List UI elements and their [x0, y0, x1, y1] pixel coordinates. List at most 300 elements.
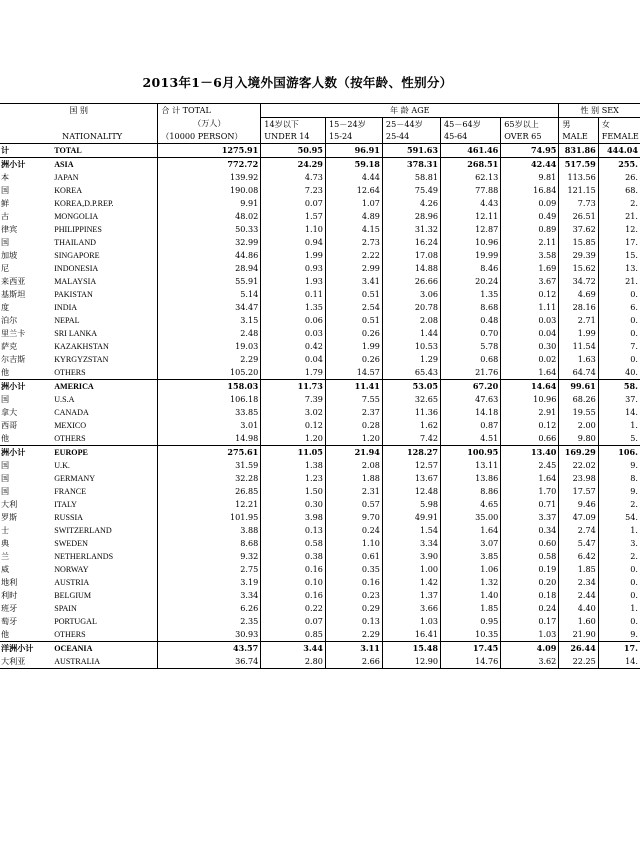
- subtotal-row: [0, 641, 640, 655]
- age15-24-cell: 2.54: [325, 301, 382, 314]
- age45-64-cell: 1.64: [441, 524, 501, 537]
- female-cell: 2.: [598, 550, 640, 563]
- country-name-cn: 大利亚: [0, 655, 48, 669]
- total-cell: 43.57: [158, 641, 261, 655]
- age25-44-cell: 20.78: [382, 301, 440, 314]
- age-group-en-2: 25-44: [382, 130, 440, 143]
- male-cell: 22.25: [559, 655, 598, 669]
- male-cell: 64.74: [559, 366, 598, 380]
- age25-44-cell: 58.81: [382, 171, 440, 184]
- age25-44-cell: 12.48: [382, 485, 440, 498]
- country-name-en: PAKISTAN: [54, 289, 93, 299]
- visitor-statistics-table: [0, 103, 640, 669]
- subtotal-row: [0, 157, 640, 171]
- age25-44-cell: 1.54: [382, 524, 440, 537]
- over65-cell: 1.11: [501, 301, 559, 314]
- total-cell: 48.02: [158, 210, 261, 223]
- total-cell: 3.15: [158, 314, 261, 327]
- country-name-en: INDONESIA: [54, 263, 99, 273]
- under14-cell: 1.20: [261, 432, 326, 446]
- age45-64-cell: 268.51: [441, 157, 501, 171]
- total-cell: 6.26: [158, 602, 261, 615]
- country-name-en: PORTUGAL: [54, 616, 97, 626]
- male-cell: 9.80: [559, 432, 598, 446]
- age-group-cn-4: 65岁以上: [501, 117, 559, 130]
- total-cell: 3.88: [158, 524, 261, 537]
- under14-cell: 7.39: [261, 393, 326, 406]
- female-cell: 54.: [598, 511, 640, 524]
- age45-64-cell: 4.65: [441, 498, 501, 511]
- under14-cell: 1.93: [261, 275, 326, 288]
- table-row: [0, 459, 640, 472]
- age45-64-cell: 47.63: [441, 393, 501, 406]
- sex-male-en: MALE: [559, 130, 598, 143]
- country-name-cn: 国: [1, 184, 10, 195]
- subtotal-row: [0, 445, 640, 459]
- female-cell: 0.: [598, 353, 640, 366]
- country-name-cn: 利时: [1, 589, 18, 600]
- country-name-en: AUSTRALIA: [48, 655, 158, 669]
- age45-64-cell: 1.40: [441, 589, 501, 602]
- under14-cell: 3.98: [261, 511, 326, 524]
- under14-cell: 0.58: [261, 537, 326, 550]
- age15-24-cell: 0.16: [325, 576, 382, 589]
- female-cell: 9.: [598, 628, 640, 642]
- age45-64-cell: 19.99: [441, 249, 501, 262]
- country-name-cn: 加坡: [1, 249, 18, 260]
- over65-cell: 16.84: [501, 184, 559, 197]
- country-name-en: NORWAY: [54, 564, 89, 574]
- male-cell: 9.46: [559, 498, 598, 511]
- age15-24-cell: 0.35: [325, 563, 382, 576]
- country-name-cn: 萄牙: [1, 615, 18, 626]
- female-cell: 6.: [598, 301, 640, 314]
- over65-cell: 0.09: [501, 197, 559, 210]
- total-cell: 3.19: [158, 576, 261, 589]
- total-cell: 34.47: [158, 301, 261, 314]
- female-cell: 15.: [598, 249, 640, 262]
- age15-24-cell: 0.13: [325, 615, 382, 628]
- over65-cell: 0.20: [501, 576, 559, 589]
- over65-cell: 1.64: [501, 472, 559, 485]
- age45-64-cell: 62.13: [441, 171, 501, 184]
- total-cell: 139.92: [158, 171, 261, 184]
- female-cell: 21.: [598, 210, 640, 223]
- country-name-en: ASIA: [48, 157, 158, 171]
- over65-cell: 1.69: [501, 262, 559, 275]
- age45-64-cell: 0.68: [441, 353, 501, 366]
- over65-cell: 42.44: [501, 157, 559, 171]
- age45-64-cell: 13.86: [441, 472, 501, 485]
- sex-male-cn: 男: [559, 117, 598, 130]
- table-row: [0, 576, 640, 589]
- table-row: [0, 628, 640, 642]
- total-cell: 3.01: [158, 419, 261, 432]
- country-name-en: JAPAN: [54, 172, 79, 182]
- table-row: [0, 537, 640, 550]
- age25-44-cell: 12.57: [382, 459, 440, 472]
- over65-cell: 1.70: [501, 485, 559, 498]
- over65-cell: 0.18: [501, 589, 559, 602]
- country-name-cn: 尼: [1, 262, 10, 273]
- over65-cell: 1.03: [501, 628, 559, 642]
- total-cell: 2.75: [158, 563, 261, 576]
- male-cell: 169.29: [559, 445, 598, 459]
- age45-64-cell: 1.35: [441, 288, 501, 301]
- female-cell: 255.: [598, 157, 640, 171]
- page-title: 2013年1－6月入境外国游客人数（按年龄、性别分）: [142, 75, 453, 90]
- country-name-cn: 士: [1, 524, 10, 535]
- age25-44-cell: 14.88: [382, 262, 440, 275]
- under14-cell: 0.04: [261, 353, 326, 366]
- age15-24-cell: 2.37: [325, 406, 382, 419]
- over65-cell: 0.49: [501, 210, 559, 223]
- country-name-en: KAZAKHSTAN: [54, 341, 109, 351]
- country-name-cn: 国: [1, 236, 10, 247]
- age15-24-cell: 0.28: [325, 419, 382, 432]
- country-name-cn: 洲小计: [0, 445, 48, 459]
- country-name-cn: 班牙: [1, 602, 18, 613]
- age45-64-cell: 12.87: [441, 223, 501, 236]
- country-name-cn: 洲小计: [0, 157, 48, 171]
- age25-44-cell: 26.66: [382, 275, 440, 288]
- country-name-cn: 律宾: [1, 223, 18, 234]
- female-cell: 0.: [598, 288, 640, 301]
- age25-44-cell: 16.41: [382, 628, 440, 642]
- female-cell: 0.: [598, 576, 640, 589]
- table-row: [0, 262, 640, 275]
- country-name-en: FRANCE: [54, 486, 87, 496]
- age15-24-cell: 7.55: [325, 393, 382, 406]
- age25-44-cell: 11.36: [382, 406, 440, 419]
- table-row: [0, 327, 640, 340]
- female-cell: 3.: [598, 537, 640, 550]
- under14-cell: 0.12: [261, 419, 326, 432]
- age45-64-cell: 20.24: [441, 275, 501, 288]
- age45-64-cell: 13.11: [441, 459, 501, 472]
- country-name-cn: 国: [1, 485, 10, 496]
- country-name-en: RUSSIA: [54, 512, 83, 522]
- under14-cell: 0.10: [261, 576, 326, 589]
- country-name-en: KOREA,D.P.REP.: [54, 198, 114, 208]
- age45-64-cell: 35.00: [441, 511, 501, 524]
- country-name-en: SRI LANKA: [54, 328, 98, 338]
- table-row: [0, 340, 640, 353]
- total-cell: 9.32: [158, 550, 261, 563]
- total-cell: 2.29: [158, 353, 261, 366]
- table-row: [0, 171, 640, 184]
- under14-cell: 11.05: [261, 445, 326, 459]
- country-name-cn: 国: [1, 472, 10, 483]
- age45-64-cell: 0.95: [441, 615, 501, 628]
- male-cell: 29.39: [559, 249, 598, 262]
- age15-24-cell: 3.11: [325, 641, 382, 655]
- age25-44-cell: 31.32: [382, 223, 440, 236]
- under14-cell: 0.07: [261, 615, 326, 628]
- age45-64-cell: 5.78: [441, 340, 501, 353]
- country-name-cn: 他: [1, 628, 10, 639]
- female-cell: 14.: [598, 406, 640, 419]
- age-group-cn-3: 45－64岁: [441, 117, 501, 130]
- male-cell: 68.26: [559, 393, 598, 406]
- age25-44-cell: 12.90: [382, 655, 440, 669]
- total-cell: 26.85: [158, 485, 261, 498]
- country-header-cn: 国 别: [0, 104, 158, 118]
- over65-cell: 3.37: [501, 511, 559, 524]
- male-cell: 1.63: [559, 353, 598, 366]
- male-cell: 1.99: [559, 327, 598, 340]
- country-name-cn: 威: [1, 563, 10, 574]
- age15-24-cell: 4.15: [325, 223, 382, 236]
- over65-cell: 0.66: [501, 432, 559, 446]
- age25-44-cell: 2.08: [382, 314, 440, 327]
- female-cell: 1.: [598, 524, 640, 537]
- male-cell: 19.55: [559, 406, 598, 419]
- age-group-cn-1: 15－24岁: [325, 117, 382, 130]
- country-name-en: NEPAL: [54, 315, 80, 325]
- age15-24-cell: 3.41: [325, 275, 382, 288]
- age45-64-cell: 14.76: [441, 655, 501, 669]
- over65-cell: 10.96: [501, 393, 559, 406]
- total-cell: 50.33: [158, 223, 261, 236]
- over65-cell: 74.95: [501, 143, 559, 157]
- country-name-en: PHILIPPINES: [54, 224, 102, 234]
- table-row: [0, 406, 640, 419]
- age15-24-cell: 9.70: [325, 511, 382, 524]
- age25-44-cell: 75.49: [382, 184, 440, 197]
- age45-64-cell: 77.88: [441, 184, 501, 197]
- age45-64-cell: 0.87: [441, 419, 501, 432]
- female-cell: 9.: [598, 485, 640, 498]
- male-cell: 2.71: [559, 314, 598, 327]
- country-name-en: NETHERLANDS: [54, 551, 114, 561]
- over65-cell: 13.40: [501, 445, 559, 459]
- age15-24-cell: 0.23: [325, 589, 382, 602]
- age25-44-cell: 28.96: [382, 210, 440, 223]
- under14-cell: 1.35: [261, 301, 326, 314]
- male-cell: 2.34: [559, 576, 598, 589]
- under14-cell: 50.95: [261, 143, 326, 157]
- table-row: [0, 524, 640, 537]
- male-cell: 34.72: [559, 275, 598, 288]
- country-name-en: TOTAL: [54, 145, 82, 155]
- over65-cell: 3.62: [501, 655, 559, 669]
- total-cell: 12.21: [158, 498, 261, 511]
- male-cell: 2.74: [559, 524, 598, 537]
- table-row: [0, 210, 640, 223]
- male-cell: 23.98: [559, 472, 598, 485]
- age25-44-cell: 7.42: [382, 432, 440, 446]
- under14-cell: 0.85: [261, 628, 326, 642]
- table-row: [0, 602, 640, 615]
- male-cell: 4.40: [559, 602, 598, 615]
- country-name-cn: 典: [1, 537, 10, 548]
- under14-cell: 1.99: [261, 249, 326, 262]
- age15-24-cell: 2.22: [325, 249, 382, 262]
- country-name-en: ITALY: [54, 499, 78, 509]
- male-cell: 22.02: [559, 459, 598, 472]
- total-cell: 30.93: [158, 628, 261, 642]
- table-row: [0, 655, 640, 669]
- over65-cell: 0.24: [501, 602, 559, 615]
- age-group-cn-2: 25－44岁: [382, 117, 440, 130]
- table-row: [0, 314, 640, 327]
- female-cell: 2.: [598, 197, 640, 210]
- age25-44-cell: 16.24: [382, 236, 440, 249]
- table-row: [0, 236, 640, 249]
- country-name-en: BELGIUM: [54, 590, 92, 600]
- over65-cell: 0.02: [501, 353, 559, 366]
- age45-64-cell: 100.95: [441, 445, 501, 459]
- age15-24-cell: 21.94: [325, 445, 382, 459]
- country-name-en: MALAYSIA: [54, 276, 97, 286]
- total-cell: 32.99: [158, 236, 261, 249]
- under14-cell: 0.93: [261, 262, 326, 275]
- country-name-cn: 度: [1, 301, 10, 312]
- male-cell: 37.62: [559, 223, 598, 236]
- table-row: [0, 288, 640, 301]
- country-name-cn: 西哥: [1, 419, 18, 430]
- total-cell: 1275.91: [158, 143, 261, 157]
- country-name-en: OTHERS: [54, 367, 86, 377]
- age45-64-cell: 0.70: [441, 327, 501, 340]
- country-name-en: KOREA: [54, 185, 83, 195]
- over65-cell: 0.03: [501, 314, 559, 327]
- sex-header: 性 别 SEX: [559, 104, 640, 118]
- female-cell: 0.: [598, 589, 640, 602]
- male-cell: 17.57: [559, 485, 598, 498]
- female-cell: 14.: [598, 655, 640, 669]
- table-row: [0, 184, 640, 197]
- age15-24-cell: 59.18: [325, 157, 382, 171]
- total-cell: 9.91: [158, 197, 261, 210]
- age15-24-cell: 0.29: [325, 602, 382, 615]
- age25-44-cell: 3.66: [382, 602, 440, 615]
- age15-24-cell: 2.66: [325, 655, 382, 669]
- over65-cell: 0.34: [501, 524, 559, 537]
- male-cell: 831.86: [559, 143, 598, 157]
- country-name-cn: 大利: [1, 498, 18, 509]
- age45-64-cell: 21.76: [441, 366, 501, 380]
- female-cell: 17.: [598, 641, 640, 655]
- over65-cell: 0.71: [501, 498, 559, 511]
- under14-cell: 11.73: [261, 379, 326, 393]
- male-cell: 2.00: [559, 419, 598, 432]
- age15-24-cell: 0.61: [325, 550, 382, 563]
- country-name-cn: 国: [1, 459, 10, 470]
- age25-44-cell: 17.08: [382, 249, 440, 262]
- over65-cell: 3.58: [501, 249, 559, 262]
- age45-64-cell: 3.85: [441, 550, 501, 563]
- age45-64-cell: 8.86: [441, 485, 501, 498]
- age15-24-cell: 1.20: [325, 432, 382, 446]
- age-group-en-0: UNDER 14: [261, 130, 326, 143]
- table-row: [0, 472, 640, 485]
- table-row: [0, 419, 640, 432]
- country-name-cn: 本: [1, 171, 10, 182]
- under14-cell: 1.38: [261, 459, 326, 472]
- country-name-cn: 洲小计: [0, 379, 48, 393]
- under14-cell: 1.79: [261, 366, 326, 380]
- age25-44-cell: 13.67: [382, 472, 440, 485]
- male-cell: 6.42: [559, 550, 598, 563]
- total-cell: 3.34: [158, 589, 261, 602]
- male-cell: 121.15: [559, 184, 598, 197]
- country-name-en: OCEANIA: [48, 641, 158, 655]
- age15-24-cell: 2.31: [325, 485, 382, 498]
- male-cell: 2.44: [559, 589, 598, 602]
- under14-cell: 0.22: [261, 602, 326, 615]
- age25-44-cell: 1.62: [382, 419, 440, 432]
- age25-44-cell: 1.03: [382, 615, 440, 628]
- age25-44-cell: 3.06: [382, 288, 440, 301]
- under14-cell: 0.30: [261, 498, 326, 511]
- age15-24-cell: 0.57: [325, 498, 382, 511]
- female-cell: 8.: [598, 472, 640, 485]
- under14-cell: 0.38: [261, 550, 326, 563]
- over65-cell: 0.17: [501, 615, 559, 628]
- male-cell: 21.90: [559, 628, 598, 642]
- country-name-en: AUSTRIA: [54, 577, 90, 587]
- age45-64-cell: 4.43: [441, 197, 501, 210]
- table-row: [0, 615, 640, 628]
- country-name-en: THAILAND: [54, 237, 97, 247]
- age45-64-cell: 1.32: [441, 576, 501, 589]
- age15-24-cell: 1.88: [325, 472, 382, 485]
- age45-64-cell: 461.46: [441, 143, 501, 157]
- female-cell: 0.: [598, 327, 640, 340]
- female-cell: 37.: [598, 393, 640, 406]
- over65-cell: 4.09: [501, 641, 559, 655]
- female-cell: 58.: [598, 379, 640, 393]
- table-row: [0, 589, 640, 602]
- age15-24-cell: 14.57: [325, 366, 382, 380]
- male-cell: 26.44: [559, 641, 598, 655]
- age-group-en-4: OVER 65: [501, 130, 559, 143]
- country-name-cn: 计: [1, 144, 10, 155]
- country-name-en: SPAIN: [54, 603, 77, 613]
- under14-cell: 0.94: [261, 236, 326, 249]
- age45-64-cell: 14.18: [441, 406, 501, 419]
- table-row: [0, 432, 640, 446]
- age-group-cn-0: 14岁以下: [261, 117, 326, 130]
- under14-cell: 1.23: [261, 472, 326, 485]
- female-cell: 1.: [598, 602, 640, 615]
- age25-44-cell: 4.26: [382, 197, 440, 210]
- over65-cell: 0.19: [501, 563, 559, 576]
- female-cell: 17.: [598, 236, 640, 249]
- male-cell: 15.85: [559, 236, 598, 249]
- under14-cell: 0.16: [261, 589, 326, 602]
- age45-64-cell: 10.96: [441, 236, 501, 249]
- over65-cell: 1.64: [501, 366, 559, 380]
- over65-cell: 0.89: [501, 223, 559, 236]
- age45-64-cell: 0.48: [441, 314, 501, 327]
- female-cell: 0.: [598, 615, 640, 628]
- female-cell: 40.: [598, 366, 640, 380]
- female-cell: 2.: [598, 498, 640, 511]
- table-row: [0, 353, 640, 366]
- country-name-en: U.K.: [54, 460, 70, 470]
- total-cell: 44.86: [158, 249, 261, 262]
- age25-44-cell: 1.37: [382, 589, 440, 602]
- total-cell: 28.94: [158, 262, 261, 275]
- table-header: [0, 104, 640, 144]
- age15-24-cell: 11.41: [325, 379, 382, 393]
- total-cell: 2.48: [158, 327, 261, 340]
- country-name-cn: 兰: [1, 550, 10, 561]
- total-cell: 158.03: [158, 379, 261, 393]
